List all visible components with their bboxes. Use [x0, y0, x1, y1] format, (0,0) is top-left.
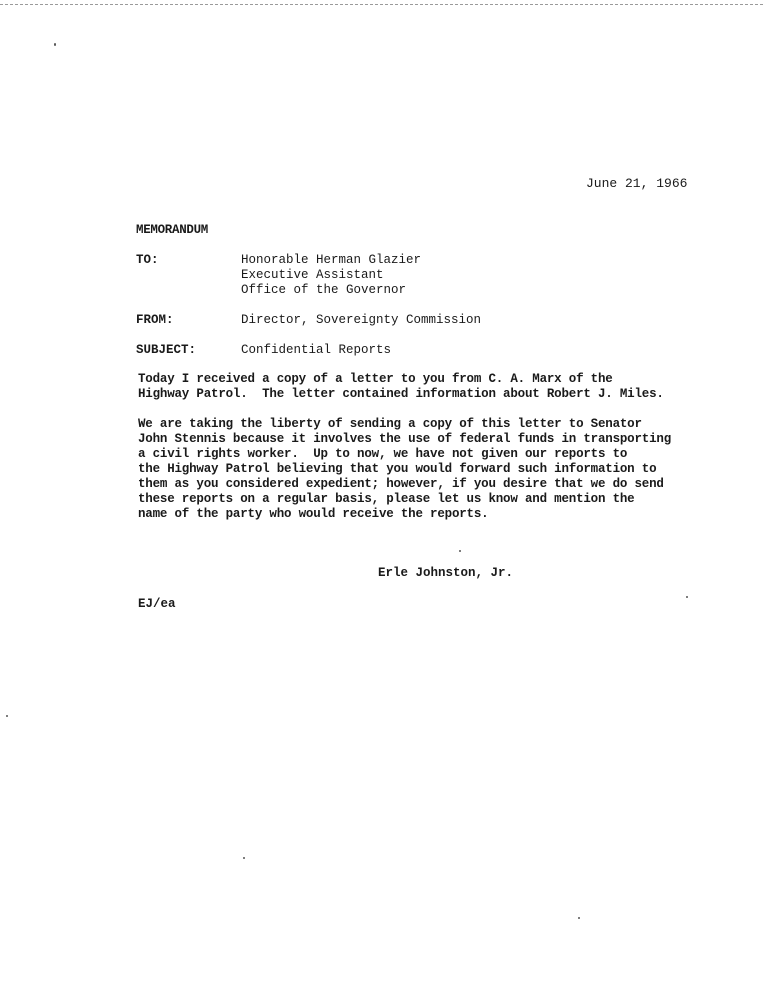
body-paragraph-2-line-2: John Stennis because it involves the use of federal funds in transporting — [138, 432, 671, 446]
body-paragraph-1-line-1: Today I received a copy of a letter to you from C. A. Marx of the — [138, 372, 613, 386]
top-border — [0, 4, 763, 5]
to-label: TO: — [136, 253, 159, 267]
body-paragraph-2-line-7: name of the party who would receive the reports. — [138, 507, 489, 521]
scan-speck — [6, 715, 8, 717]
signature: Erle Johnston, Jr. — [378, 566, 514, 580]
body-paragraph-2-line-3: a civil rights worker. Up to now, we have not given our reports to — [138, 447, 628, 461]
body-paragraph-2-line-4: the Highway Patrol believing that you would forward such information to — [138, 462, 657, 476]
scan-speck — [578, 917, 580, 919]
from-label: FROM: — [136, 313, 174, 327]
body-paragraph-1-line-2: Highway Patrol. The letter contained information about Robert J. Miles. — [138, 387, 664, 401]
from-value: Director, Sovereignty Commission — [241, 313, 482, 327]
body-paragraph-2-line-6: these reports on a regular basis, please let us know and mention the — [138, 492, 635, 506]
scan-speck — [243, 857, 245, 859]
to-line-title: Executive Assistant — [241, 268, 384, 282]
subject-value: Confidential Reports — [241, 343, 392, 357]
scan-speck — [54, 43, 56, 46]
body-paragraph-2-line-1: We are taking the liberty of sending a copy of this letter to Senator — [138, 417, 642, 431]
subject-label: SUBJECT: — [136, 343, 197, 357]
typist-initials: EJ/ea — [138, 597, 176, 611]
scan-speck — [686, 596, 688, 598]
to-line-office: Office of the Governor — [241, 283, 407, 297]
memo-heading: MEMORANDUM — [136, 223, 209, 237]
memo-date: June 21, 1966 — [586, 176, 688, 191]
to-line-name: Honorable Herman Glazier — [241, 253, 422, 267]
body-paragraph-2-line-5: them as you considered expedient; however, if you desire that we do send — [138, 477, 664, 491]
scan-speck — [459, 550, 461, 552]
